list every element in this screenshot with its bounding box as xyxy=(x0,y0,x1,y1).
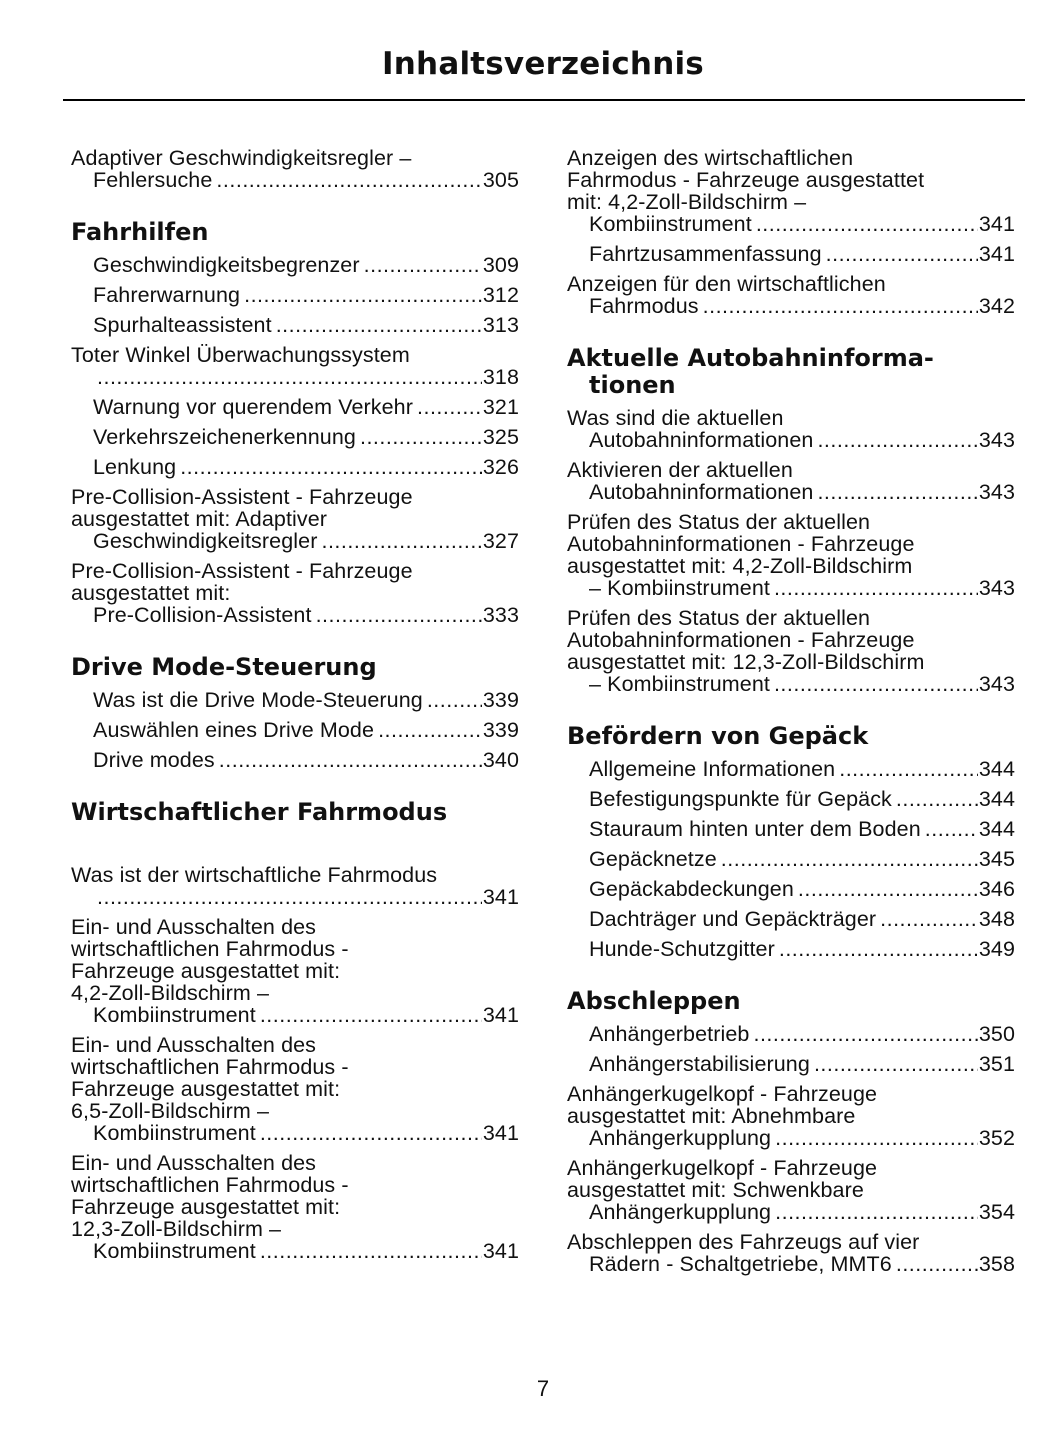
toc-section xyxy=(71,147,519,191)
toc-entry-text: ausgestattet mit: Schwenkbare xyxy=(567,1178,864,1202)
dot-leader xyxy=(378,719,482,741)
toc-page-number: 343 xyxy=(978,480,1015,504)
toc-entry-text: Anhängerkupplung xyxy=(589,1200,772,1224)
toc-entry-text: – Kombiinstrument xyxy=(589,576,770,600)
page-title: Inhaltsverzeichnis xyxy=(382,46,704,82)
toc-entry-text: – Kombiinstrument xyxy=(589,672,770,696)
toc-section xyxy=(71,654,519,771)
toc-page-number: 341 xyxy=(482,1003,519,1027)
dot-leader xyxy=(775,1201,978,1223)
toc-entry-text: Prüfen des Status der aktuellen xyxy=(567,606,871,630)
toc-page-number: 342 xyxy=(978,294,1015,318)
toc-entry[interactable] xyxy=(567,878,1015,900)
toc-entry-text: Hunde-Schutzgitter xyxy=(589,937,775,961)
toc-entry[interactable] xyxy=(567,758,1015,780)
toc-entry[interactable] xyxy=(71,864,519,908)
toc-section xyxy=(71,219,519,626)
toc-section xyxy=(71,799,519,1262)
toc-entry-text: Allgemeine Informationen xyxy=(589,757,836,781)
toc-page-number: 333 xyxy=(482,603,519,627)
toc-page-number: 354 xyxy=(978,1200,1015,1224)
toc-entry[interactable] xyxy=(71,560,519,626)
toc-entry-text: Gepäckabdeckungen xyxy=(589,877,794,901)
toc-page-number: 351 xyxy=(978,1052,1015,1076)
dot-leader xyxy=(826,243,978,265)
toc-page-number: 313 xyxy=(482,313,519,337)
toc-entry-text: Was ist die Drive Mode-Steuerung xyxy=(93,688,423,712)
toc-entry[interactable] xyxy=(567,273,1015,317)
toc-entry[interactable] xyxy=(567,788,1015,810)
toc-page-number: 339 xyxy=(482,688,519,712)
toc-entry-text: wirtschaftlichen Fahrmodus - xyxy=(71,1173,349,1197)
toc-entry[interactable] xyxy=(567,243,1015,265)
toc-entry[interactable] xyxy=(567,407,1015,451)
toc-page-number: 309 xyxy=(482,253,519,277)
toc-section xyxy=(567,345,1015,695)
toc-entry[interactable] xyxy=(71,486,519,552)
toc-entry[interactable] xyxy=(567,1157,1015,1223)
toc-page-number: 350 xyxy=(978,1022,1015,1046)
toc-entry-text: Fahrerwarnung xyxy=(93,283,241,307)
toc-entry-text: Geschwindigkeitsregler xyxy=(93,529,318,553)
toc-entry-text: Spurhalteassistent xyxy=(93,313,272,337)
toc-entry[interactable] xyxy=(71,396,519,418)
toc-entry[interactable] xyxy=(567,1023,1015,1045)
toc-entry-text: Drive modes xyxy=(93,748,215,772)
toc-entry-text: Autobahninformationen - Fahrzeuge xyxy=(567,532,915,556)
toc-page-number: 352 xyxy=(978,1126,1015,1150)
toc-entry[interactable] xyxy=(71,284,519,306)
toc-page-number: 340 xyxy=(482,748,519,772)
dot-leader xyxy=(260,1004,482,1026)
dot-leader xyxy=(896,1253,978,1275)
toc-entry-text: Autobahninformationen - Fahrzeuge xyxy=(567,628,915,652)
toc-entry-text: 6,5-Zoll-Bildschirm – xyxy=(71,1099,270,1123)
toc-entry-text: Pre-Collision-Assistent - Fahrzeuge xyxy=(71,559,413,583)
toc-entry-text: Ein- und Ausschalten des xyxy=(71,1033,317,1057)
toc-entry[interactable] xyxy=(71,426,519,448)
dot-leader xyxy=(775,1127,978,1149)
toc-entry-text: Pre-Collision-Assistent xyxy=(93,603,312,627)
toc-page-number: 318 xyxy=(482,365,519,389)
toc-entry[interactable] xyxy=(567,908,1015,930)
toc-entry[interactable] xyxy=(567,607,1015,695)
toc-page-number: 312 xyxy=(482,283,519,307)
toc-entry-text: ausgestattet mit: 4,2-Zoll-Bildschirm xyxy=(567,554,913,578)
toc-entry[interactable] xyxy=(71,344,519,388)
toc-entry-text: Anhängerstabilisierung xyxy=(589,1052,810,1076)
toc-right-column xyxy=(567,147,1015,1283)
toc-entry[interactable] xyxy=(71,456,519,478)
toc-page-number: 343 xyxy=(978,576,1015,600)
dot-leader xyxy=(817,481,977,503)
toc-entry-text: Toter Winkel Überwachungssystem xyxy=(71,343,410,367)
toc-entry[interactable] xyxy=(567,848,1015,870)
section-heading: Befördern von Gepäck xyxy=(567,722,869,750)
section-heading: Aktuelle Autobahninforma- tionen xyxy=(567,344,934,399)
toc-entry[interactable] xyxy=(71,1034,519,1144)
dot-leader xyxy=(721,848,978,870)
toc-entry-text: Anhängerkugelkopf - Fahrzeuge xyxy=(567,1156,878,1180)
dot-leader xyxy=(814,1053,978,1075)
toc-entry[interactable] xyxy=(567,459,1015,503)
toc-page-number: 349 xyxy=(978,937,1015,961)
toc-left-column xyxy=(71,147,519,1270)
toc-entry-text: Kombiinstrument xyxy=(93,1239,256,1263)
toc-entry-text: Fahrzeuge ausgestattet mit: xyxy=(71,1195,341,1219)
toc-entry-text: Aktivieren der aktuellen xyxy=(567,458,793,482)
toc-entry-text: Fehlersuche xyxy=(93,168,213,192)
toc-entry-text: ausgestattet mit: 12,3-Zoll-Bildschirm xyxy=(567,650,925,674)
toc-entry-text: Fahrtzusammenfassung xyxy=(589,242,822,266)
toc-entry-text: Ein- und Ausschalten des xyxy=(71,915,317,939)
toc-entry-text: ausgestattet mit: Adaptiver xyxy=(71,507,328,531)
toc-page-number: 343 xyxy=(978,672,1015,696)
toc-entry[interactable] xyxy=(567,147,1015,235)
toc-entry-text: Gepäcknetze xyxy=(589,847,717,871)
toc-entry[interactable] xyxy=(71,719,519,741)
toc-entry-text: Stauraum hinten unter dem Boden xyxy=(589,817,921,841)
dot-leader xyxy=(774,673,978,695)
toc-page-number: 341 xyxy=(482,1121,519,1145)
dot-leader xyxy=(703,295,978,317)
toc-entry-text: wirtschaftlichen Fahrmodus - xyxy=(71,1055,349,1079)
toc-entry[interactable] xyxy=(71,254,519,276)
toc-page-number: 343 xyxy=(978,428,1015,452)
toc-entry[interactable] xyxy=(567,938,1015,960)
toc-entry-text: Kombiinstrument xyxy=(589,212,752,236)
toc-entry-text: ausgestattet mit: xyxy=(71,581,231,605)
toc-entry[interactable] xyxy=(71,1152,519,1262)
toc-entry-text: Autobahninformationen xyxy=(589,480,814,504)
toc-entry-text: 12,3-Zoll-Bildschirm – xyxy=(71,1217,282,1241)
toc-entry[interactable] xyxy=(567,1231,1015,1275)
dot-leader xyxy=(276,314,482,336)
dot-leader xyxy=(798,878,978,900)
toc-section xyxy=(567,988,1015,1275)
toc-entry-text: Anhängerkupplung xyxy=(589,1126,772,1150)
dot-leader xyxy=(839,758,978,780)
toc-entry[interactable] xyxy=(567,511,1015,599)
dot-leader xyxy=(364,254,482,276)
dot-leader xyxy=(896,788,978,810)
toc-entry-text: Autobahninformationen xyxy=(589,428,814,452)
dot-leader xyxy=(216,169,481,191)
toc-page-number: 341 xyxy=(482,1239,519,1263)
toc-page-number: 344 xyxy=(978,817,1015,841)
toc-entry[interactable] xyxy=(567,1053,1015,1075)
dot-leader xyxy=(427,689,482,711)
toc-entry-text: mit: 4,2-Zoll-Bildschirm – xyxy=(567,190,807,214)
toc-entry[interactable] xyxy=(567,818,1015,840)
toc-entry-text: Fahrmodus xyxy=(589,294,699,318)
toc-entry[interactable] xyxy=(71,314,519,336)
section-heading: Drive Mode-Steuerung xyxy=(71,653,377,681)
header-rule xyxy=(63,99,1025,101)
toc-page-number: 341 xyxy=(978,242,1015,266)
toc-entry-text: Fahrzeuge ausgestattet mit: xyxy=(71,959,341,983)
dot-leader xyxy=(417,396,482,418)
toc-entry-text: Anhängerbetrieb xyxy=(589,1022,750,1046)
dot-leader xyxy=(321,530,481,552)
dot-leader xyxy=(753,1023,977,1045)
dot-leader xyxy=(925,818,978,840)
toc-entry-text: Warnung vor querendem Verkehr xyxy=(93,395,413,419)
toc-page-number: 358 xyxy=(978,1252,1015,1276)
toc-entry-text: Geschwindigkeitsbegrenzer xyxy=(93,253,360,277)
toc-entry-text: Ein- und Ausschalten des xyxy=(71,1151,317,1175)
toc-page-number: 341 xyxy=(482,885,519,909)
page-number: 7 xyxy=(536,1376,550,1401)
dot-leader xyxy=(97,366,482,388)
toc-entry-text: Anhängerkugelkopf - Fahrzeuge xyxy=(567,1082,878,1106)
dot-leader xyxy=(779,938,978,960)
toc-entry-text: Kombiinstrument xyxy=(93,1003,256,1027)
toc-entry-text: Lenkung xyxy=(93,455,177,479)
toc-entry-text: Was ist der wirtschaftliche Fahrmodus xyxy=(71,863,438,887)
toc-page-number: 346 xyxy=(978,877,1015,901)
toc-page-number: 321 xyxy=(482,395,519,419)
dot-leader xyxy=(180,456,482,478)
toc-entry-text: Fahrmodus - Fahrzeuge ausgestattet xyxy=(567,168,925,192)
toc-section xyxy=(567,147,1015,317)
toc-page-number: 305 xyxy=(482,168,519,192)
toc-page-number: 325 xyxy=(482,425,519,449)
dot-leader xyxy=(316,604,482,626)
dot-leader xyxy=(774,577,978,599)
toc-entry-text: 4,2-Zoll-Bildschirm – xyxy=(71,981,270,1005)
toc-entry-text: Pre-Collision-Assistent - Fahrzeuge xyxy=(71,485,413,509)
dot-leader xyxy=(880,908,978,930)
section-heading: Abschleppen xyxy=(567,987,741,1015)
toc-entry-text: Verkehrszeichenerkennung xyxy=(93,425,356,449)
toc-entry-text: wirtschaftlichen Fahrmodus - xyxy=(71,937,349,961)
toc-entry[interactable] xyxy=(567,1083,1015,1149)
toc-section xyxy=(567,723,1015,960)
dot-leader xyxy=(260,1240,482,1262)
toc-page-number: 339 xyxy=(482,718,519,742)
toc-entry-text: Dachträger und Gepäckträger xyxy=(589,907,877,931)
dot-leader xyxy=(260,1122,482,1144)
toc-entry[interactable] xyxy=(71,147,519,191)
toc-entry[interactable] xyxy=(71,689,519,711)
dot-leader xyxy=(360,426,482,448)
toc-page-number: 326 xyxy=(482,455,519,479)
toc-page-number: 341 xyxy=(978,212,1015,236)
toc-entry[interactable] xyxy=(71,916,519,1026)
dot-leader xyxy=(817,429,977,451)
toc-entry-text: Fahrzeuge ausgestattet mit: xyxy=(71,1077,341,1101)
toc-entry-text: Abschleppen des Fahrzeugs auf vier xyxy=(567,1230,920,1254)
dot-leader xyxy=(97,886,482,908)
toc-entry-text: Anzeigen für den wirtschaftlichen xyxy=(567,272,886,296)
toc-entry-text: Was sind die aktuellen xyxy=(567,406,784,430)
toc-page-number: 348 xyxy=(978,907,1015,931)
section-heading: Fahrhilfen xyxy=(71,218,209,246)
toc-entry-text: Befestigungspunkte für Gepäck xyxy=(589,787,892,811)
toc-page-number: 327 xyxy=(482,529,519,553)
toc-entry-text: ausgestattet mit: Abnehmbare xyxy=(567,1104,856,1128)
toc-entry-text: Adaptiver Geschwindigkeitsregler – xyxy=(71,146,412,170)
section-heading: Wirtschaftlicher Fahrmodus xyxy=(71,798,448,826)
dot-leader xyxy=(244,284,482,306)
toc-entry-text: Anzeigen des wirtschaftlichen xyxy=(567,146,854,170)
dot-leader xyxy=(756,213,978,235)
toc-entry-text: Kombiinstrument xyxy=(93,1121,256,1145)
toc-entry-text: Auswählen eines Drive Mode xyxy=(93,718,375,742)
toc-page-number: 344 xyxy=(978,757,1015,781)
toc-entry-text: Prüfen des Status der aktuellen xyxy=(567,510,871,534)
toc-page-number: 344 xyxy=(978,787,1015,811)
dot-leader xyxy=(219,749,482,771)
toc-entry[interactable] xyxy=(71,749,519,771)
toc-entry-text: Rädern - Schaltgetriebe, MMT6 xyxy=(589,1252,892,1276)
toc-page-number: 345 xyxy=(978,847,1015,871)
